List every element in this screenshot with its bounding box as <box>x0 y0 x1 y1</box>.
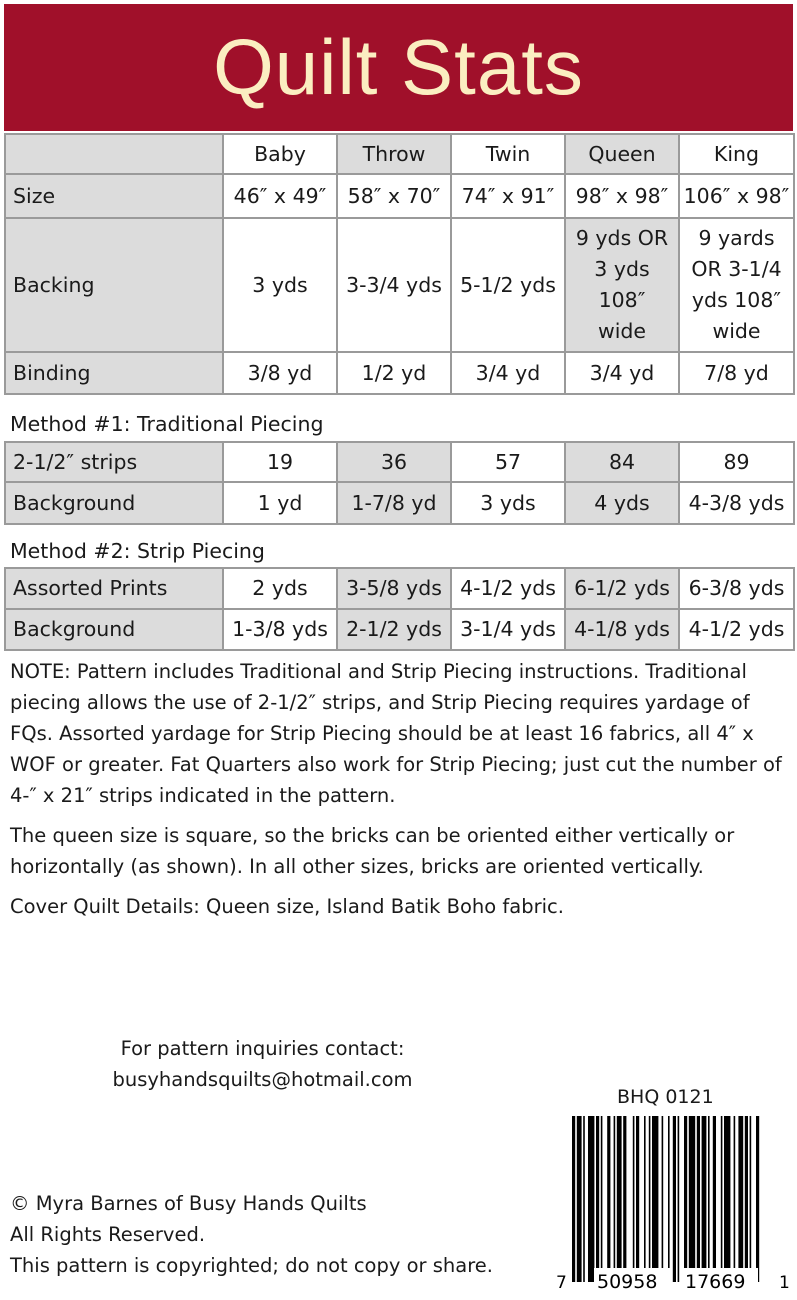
table-cell: 84 <box>565 442 679 482</box>
contact-email[interactable]: busyhandsquilts@hotmail.com <box>112 1068 413 1091</box>
table-row <box>5 218 794 352</box>
row-label-binding: Binding <box>5 352 223 394</box>
row-label-assorted-prints: Assorted Prints <box>5 568 223 609</box>
header-queen: Queen <box>565 134 679 174</box>
table-header-row <box>5 134 794 174</box>
table-row <box>5 174 794 218</box>
table-cell: 9 yds OR 3 yds 108″ wide <box>565 218 679 352</box>
table-cell: 57 <box>451 442 565 482</box>
table-row <box>5 352 794 394</box>
contact-block <box>105 1033 420 1095</box>
note-paragraph: The queen size is square, so the bricks can be oriented either vertically or horizontally (as shown). In all other sizes, bricks are oriented vertically. <box>10 824 735 878</box>
row-label-background: Background <box>5 482 223 524</box>
table-cell: 2 yds <box>223 568 337 609</box>
table-cell: 3-1/4 yds <box>451 609 565 650</box>
table-cell: 4 yds <box>565 482 679 524</box>
table-cell: 3-3/4 yds <box>337 218 451 352</box>
copyright-block <box>10 1188 493 1281</box>
table-cell: 5-1/2 yds <box>451 218 565 352</box>
method2-table <box>4 567 795 651</box>
header-baby: Baby <box>223 134 337 174</box>
table-cell: 106″ x 98″ <box>679 174 794 218</box>
table-row <box>5 442 794 482</box>
barcode-digits-right: 17669 <box>685 1271 746 1292</box>
table-cell: 3 yds <box>223 218 337 352</box>
row-label-backing: Backing <box>5 218 223 352</box>
table-row <box>5 482 794 524</box>
copyright-line: © Myra Barnes of Busy Hands Quilts <box>10 1192 367 1215</box>
barcode-icon <box>554 1116 790 1292</box>
table-row <box>5 609 794 650</box>
table-cell: 1 yd <box>223 482 337 524</box>
copyright-line: All Rights Reserved. <box>10 1223 206 1246</box>
header-throw: Throw <box>337 134 451 174</box>
header-corner <box>5 134 223 174</box>
copyright-line: This pattern is copyrighted; do not copy or share. <box>10 1254 494 1277</box>
method1-title: Method #1: Traditional Piecing <box>10 412 324 436</box>
row-label-background: Background <box>5 609 223 650</box>
table-cell: 74″ x 91″ <box>451 174 565 218</box>
table-cell: 6-1/2 yds <box>565 568 679 609</box>
row-label-strips: 2-1/2″ strips <box>5 442 223 482</box>
table-cell: 1-7/8 yd <box>337 482 451 524</box>
table-cell: 3-5/8 yds <box>337 568 451 609</box>
table-cell: 1/2 yd <box>337 352 451 394</box>
table-cell: 1-3/8 yds <box>223 609 337 650</box>
table-cell: 3/4 yd <box>565 352 679 394</box>
note-paragraph: NOTE: Pattern includes Traditional and Strip Piecing instructions. Traditional piecing allows the use of 2-1/2″ strips, and Strip Piecing requires yardage of FQs. Assorted yardage for Strip Piecing should be at least 16 fabrics, all 4″ x WOF or greater. Fat Quarters also work for Strip Piecing; just cut the number of 4-″ x 21″ strips indicated in the pattern. <box>10 660 782 807</box>
row-label-size: Size <box>5 174 223 218</box>
table-cell: 7/8 yd <box>679 352 794 394</box>
contact-label: For pattern inquiries contact: <box>120 1037 405 1060</box>
table-cell: 98″ x 98″ <box>565 174 679 218</box>
table-cell: 6-3/8 yds <box>679 568 794 609</box>
table-cell: 3/8 yd <box>223 352 337 394</box>
table-cell: 19 <box>223 442 337 482</box>
table-cell: 4-1/2 yds <box>679 609 794 650</box>
table-cell: 36 <box>337 442 451 482</box>
table-cell: 4-1/8 yds <box>565 609 679 650</box>
table-cell: 2-1/2 yds <box>337 609 451 650</box>
table-cell: 46″ x 49″ <box>223 174 337 218</box>
note-paragraph: Cover Quilt Details: Queen size, Island Batik Boho fabric. <box>10 895 564 918</box>
sku-code: BHQ 0121 <box>617 1086 714 1108</box>
table-cell: 4-1/2 yds <box>451 568 565 609</box>
barcode-digit-last: 1 <box>779 1273 790 1292</box>
header-king: King <box>679 134 794 174</box>
method2-title: Method #2: Strip Piecing <box>10 539 265 563</box>
table-cell: 3 yds <box>451 482 565 524</box>
table-cell: 89 <box>679 442 794 482</box>
header-twin: Twin <box>451 134 565 174</box>
notes-section <box>10 656 785 931</box>
barcode-digit-first: 7 <box>556 1273 567 1292</box>
table-cell: 58″ x 70″ <box>337 174 451 218</box>
method1-table <box>4 441 795 525</box>
quilt-size-table <box>4 133 795 395</box>
table-cell: 9 yards OR 3-1/4 yds 108″ wide <box>679 218 794 352</box>
page-title: Quilt Stats <box>213 23 584 111</box>
barcode-digits-left: 50958 <box>597 1271 658 1292</box>
table-row <box>5 568 794 609</box>
table-cell: 3/4 yd <box>451 352 565 394</box>
table-cell: 4-3/8 yds <box>679 482 794 524</box>
title-banner <box>4 4 793 131</box>
